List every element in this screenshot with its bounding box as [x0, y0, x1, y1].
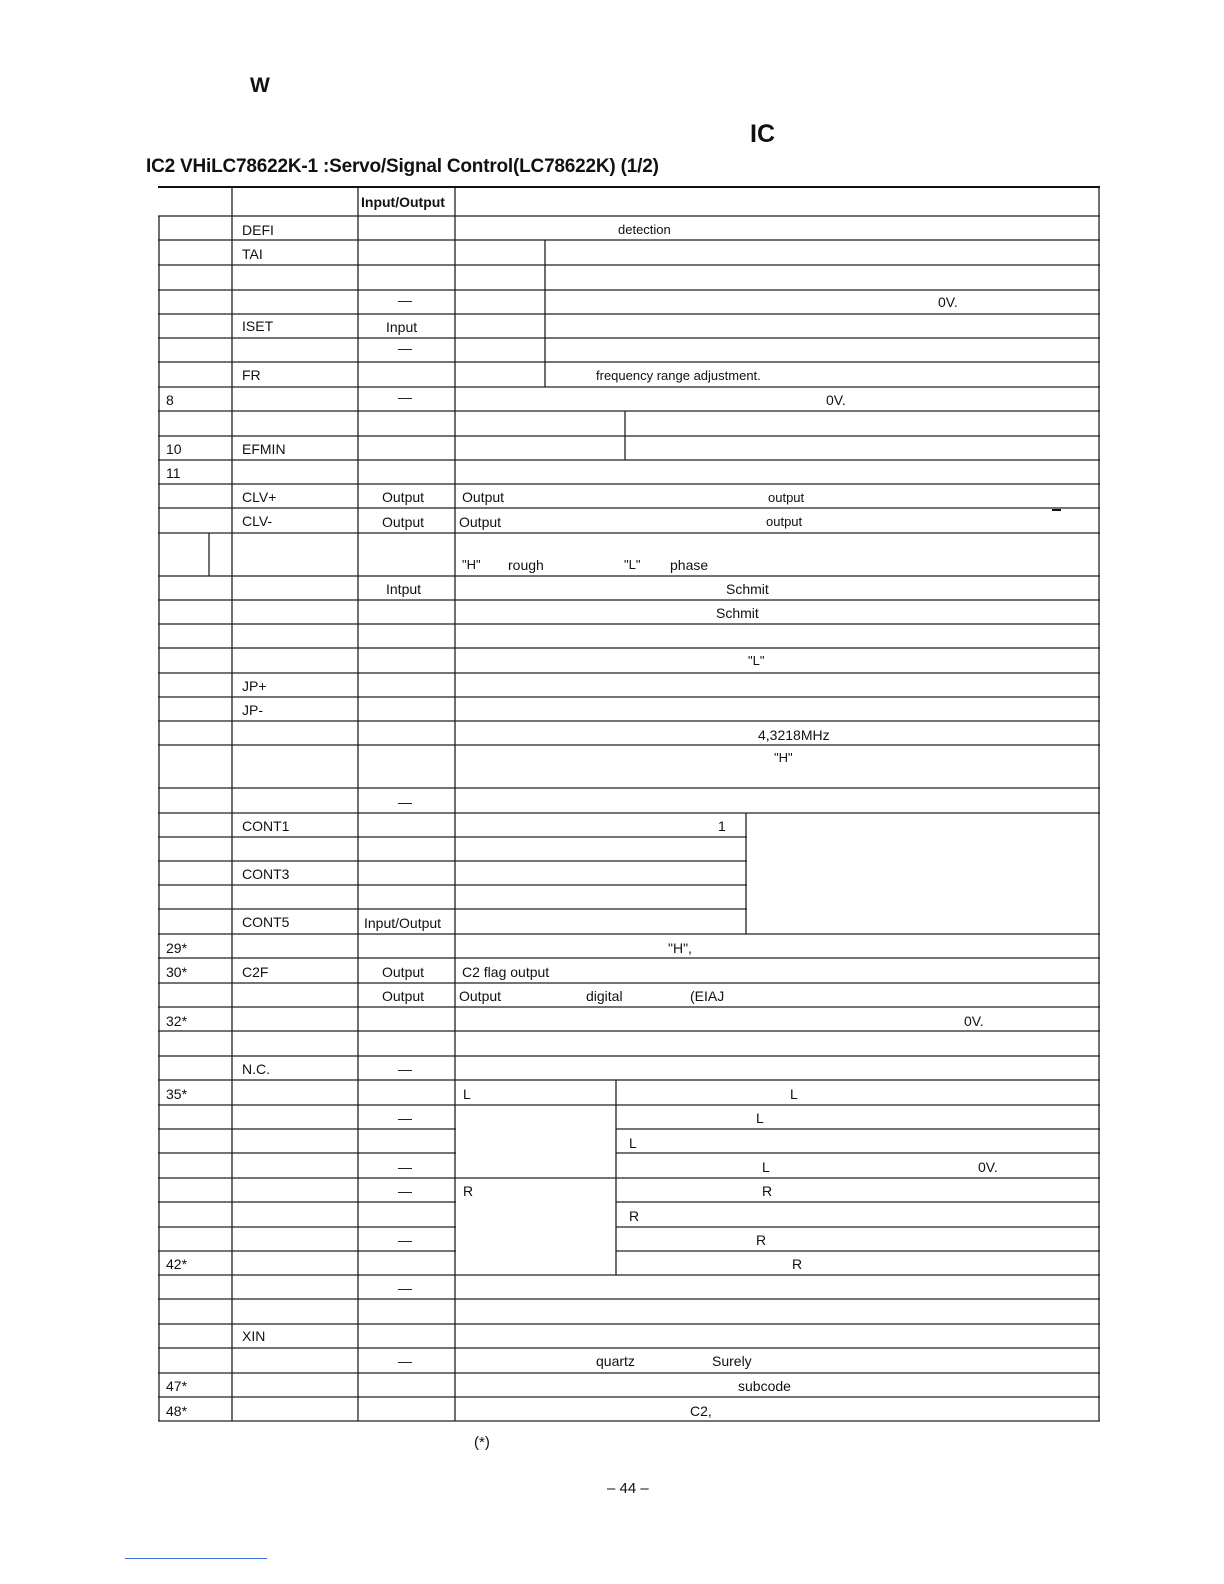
table-cell: 42* — [166, 1256, 188, 1272]
table-cell: TAI — [242, 246, 263, 262]
table-cell: DEFI — [242, 222, 274, 238]
table-cell: Schmit — [726, 581, 769, 597]
table-cell: subcode — [738, 1378, 791, 1394]
table-cell: — — [398, 292, 412, 308]
table-cell: digital — [586, 988, 623, 1004]
column-header-io: Input/Output — [361, 194, 445, 210]
table-cell: JP- — [242, 702, 263, 718]
table-cell: — — [398, 1353, 412, 1369]
table-cell: R — [629, 1208, 640, 1224]
table-cell: Surely — [712, 1353, 752, 1369]
table-cell: 0V. — [826, 392, 846, 408]
page-number: – 44 – — [607, 1480, 649, 1497]
table-cell: 47* — [166, 1378, 188, 1394]
table-cell: CLV+ — [242, 489, 277, 505]
table-cell: Schmit — [716, 605, 759, 621]
table-cell: N.C. — [242, 1061, 270, 1077]
table-cell: — — [398, 389, 412, 405]
table-cell: — — [398, 794, 412, 810]
table-cell: Output — [382, 514, 425, 530]
table-cell: 0V. — [978, 1159, 998, 1175]
table-cell: R — [756, 1232, 767, 1248]
table-cell: — — [398, 1159, 412, 1175]
page-title: IC2 VHiLC78622K-1 :Servo/Signal Control(LC78622K) (1/2) — [146, 156, 659, 177]
table-cell: phase — [670, 557, 709, 573]
table-cell: CONT3 — [242, 866, 290, 882]
header-letter: W — [250, 74, 270, 97]
table-cell: 0V. — [938, 294, 958, 310]
table-cell: quartz — [596, 1353, 635, 1369]
table-cell: CONT1 — [242, 818, 290, 834]
table-cell: R — [762, 1183, 773, 1199]
table-cell: "L" — [624, 557, 641, 572]
table-cell: output — [768, 490, 805, 505]
table-cell: — — [398, 1061, 412, 1077]
table-cell: Output — [382, 988, 425, 1004]
footnote: (*) — [474, 1434, 490, 1451]
table-cell: output — [766, 514, 803, 529]
table-cell: CONT5 — [242, 914, 290, 930]
table-cell: Output — [459, 514, 502, 530]
table-cell: 0V. — [964, 1013, 984, 1029]
table-cell: Output — [382, 964, 425, 980]
table-cell: — — [398, 1232, 412, 1248]
table-cell: CLV- — [242, 513, 273, 529]
table-cell: 11 — [166, 465, 181, 481]
table-cell: 10 — [166, 441, 182, 457]
table-cell: — — [398, 1280, 412, 1296]
table-cell: Output — [382, 489, 425, 505]
table-cell: rough — [508, 557, 544, 573]
table-cell: L — [463, 1086, 471, 1102]
margin-dash — [1052, 509, 1061, 511]
table-cell: ISET — [242, 318, 274, 334]
table-cell: 32* — [166, 1013, 188, 1029]
table-cell: Output — [462, 489, 505, 505]
table-cell: Output — [459, 988, 502, 1004]
table-cell: 29* — [166, 940, 188, 956]
table-cell: 48* — [166, 1403, 188, 1419]
table-cell: (EIAJ — [690, 988, 725, 1004]
table-cell: XIN — [242, 1328, 266, 1344]
table-cell: "H" — [462, 557, 481, 572]
table-cell: C2F — [242, 964, 269, 980]
table-cell: — — [398, 340, 412, 356]
table-cell: 35* — [166, 1086, 188, 1102]
table-cell: 8 — [166, 392, 174, 408]
table-cell: Input — [386, 319, 418, 335]
table-cell: detection — [618, 222, 671, 237]
table-cell: 1 — [718, 818, 726, 834]
table-cell: L — [756, 1110, 764, 1126]
table-cell: L — [629, 1135, 637, 1151]
table-cell: — — [398, 1110, 412, 1126]
table-cell: R — [792, 1256, 803, 1272]
table-cell: FR — [242, 367, 261, 383]
table-cell: C2, — [690, 1403, 712, 1419]
table-cell: — — [398, 1183, 412, 1199]
table-cell: 30* — [166, 964, 188, 980]
table-cell: R — [463, 1183, 474, 1199]
table-cell: L — [762, 1159, 770, 1175]
footer-link-rule — [125, 1558, 267, 1559]
table-cell: C2 flag output — [462, 964, 550, 980]
table-cell: 4,3218MHz — [758, 727, 830, 743]
table-cell: "H" — [774, 750, 793, 765]
table-cell: EFMIN — [242, 441, 286, 457]
table-cell: Intput — [386, 581, 422, 597]
table-cell: frequency range adjustment. — [596, 368, 761, 383]
section-label: IC — [750, 120, 775, 148]
table-cell: L — [790, 1086, 798, 1102]
table-cell: JP+ — [242, 678, 267, 694]
table-cell: "H", — [668, 940, 692, 956]
table-cell: "L" — [748, 653, 765, 668]
table-cell: Input/Output — [364, 915, 442, 931]
